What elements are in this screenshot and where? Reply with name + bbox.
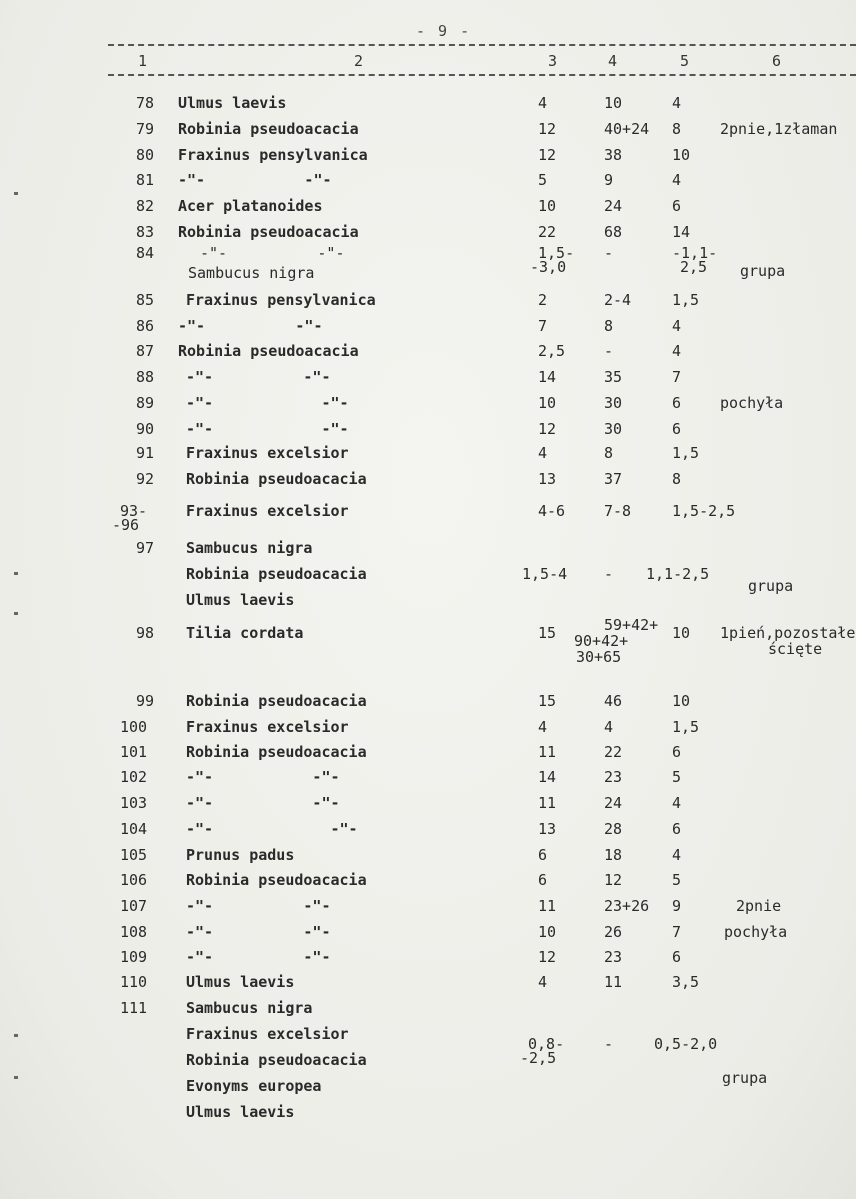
height-value: 1,5- xyxy=(538,244,575,262)
species-name: Robinia pseudoacacia xyxy=(178,342,359,360)
species-name: -"- -"- xyxy=(186,368,331,386)
col-header-1: 1 xyxy=(138,52,148,70)
row-number: 99 xyxy=(136,692,155,710)
remarks: pochyła xyxy=(724,923,788,941)
height-value: 10 xyxy=(538,197,557,215)
remarks: grupa xyxy=(748,577,794,595)
crown-value: 1,5-2,5 xyxy=(672,502,736,520)
height-value-cont: -2,5 xyxy=(520,1049,557,1067)
crown-value: 4 xyxy=(672,94,682,112)
species-name: Fraxinus excelsior xyxy=(186,444,349,462)
height-value: 7 xyxy=(538,317,548,335)
col-header-6: 6 xyxy=(772,52,782,70)
row-number: 103 xyxy=(120,794,148,812)
diameter-value: 9 xyxy=(604,171,614,189)
remarks: grupa xyxy=(722,1069,768,1087)
crown-value: 4 xyxy=(672,342,682,360)
row-number: 101 xyxy=(120,743,148,761)
row-number: 104 xyxy=(120,820,148,838)
crown-value: 6 xyxy=(672,394,682,412)
height-value: 11 xyxy=(538,794,557,812)
diameter-value: 2-4 xyxy=(604,291,632,309)
diameter-value: 8 xyxy=(604,444,614,462)
row-number: 107 xyxy=(120,897,148,915)
crown-value: 6 xyxy=(672,948,682,966)
species-name: -"- -"- xyxy=(186,394,349,412)
crown-value: 6 xyxy=(672,820,682,838)
remarks: grupa xyxy=(740,262,786,280)
species-name: Ulmus laevis xyxy=(186,1103,295,1121)
species-name: Ulmus laevis xyxy=(186,591,295,609)
crown-value: 3,5 xyxy=(672,973,700,991)
height-value: 13 xyxy=(538,470,557,488)
margin-mark xyxy=(14,1034,18,1037)
crown-value: 4 xyxy=(672,794,682,812)
diameter-value: 23+26 xyxy=(604,897,650,915)
row-number: 98 xyxy=(136,624,155,642)
height-value: 12 xyxy=(538,948,557,966)
diameter-value: 38 xyxy=(604,146,623,164)
diameter-value: 68 xyxy=(604,223,623,241)
crown-value: 10 xyxy=(672,692,691,710)
row-number: 90 xyxy=(136,420,155,438)
species-name: Robinia pseudoacacia xyxy=(178,223,359,241)
species-name: -"- -"- xyxy=(186,794,340,812)
species-name: -"- -"- xyxy=(186,948,331,966)
diameter-value: 12 xyxy=(604,871,623,889)
height-value: 0,8- xyxy=(528,1035,565,1053)
species-name: Fraxinus pensylvanica xyxy=(186,291,376,309)
crown-value: 1,5 xyxy=(672,444,700,462)
crown-value: 10 xyxy=(672,624,691,642)
crown-value: 4 xyxy=(672,171,682,189)
height-value: 4 xyxy=(538,94,548,112)
diameter-value: 59+42+ xyxy=(604,616,659,634)
col-header-4: 4 xyxy=(608,52,618,70)
diameter-value: 24 xyxy=(604,794,623,812)
crown-value: 5 xyxy=(672,768,682,786)
diameter-value: 46 xyxy=(604,692,623,710)
row-number: 89 xyxy=(136,394,155,412)
height-value: 4-6 xyxy=(538,502,566,520)
row-number: 79 xyxy=(136,120,155,138)
diameter-value: - xyxy=(604,1035,614,1053)
crown-value: 8 xyxy=(672,120,682,138)
height-value: 22 xyxy=(538,223,557,241)
crown-value-cont: 2,5 xyxy=(680,258,708,276)
species-name: -"- -"- xyxy=(186,923,331,941)
height-value: 10 xyxy=(538,394,557,412)
diameter-value: 37 xyxy=(604,470,623,488)
diameter-value: 10 xyxy=(604,94,623,112)
height-value: 14 xyxy=(538,768,557,786)
row-number: 83 xyxy=(136,223,155,241)
margin-mark xyxy=(14,572,18,575)
row-number: 84 xyxy=(136,244,155,262)
height-value: 14 xyxy=(538,368,557,386)
row-number: 88 xyxy=(136,368,155,386)
height-value: 4 xyxy=(538,718,548,736)
height-value-cont: -3,0 xyxy=(530,258,567,276)
height-value: 12 xyxy=(538,420,557,438)
species-name: Ulmus laevis xyxy=(178,94,287,112)
remarks: 2pnie,1złaman xyxy=(720,120,838,138)
row-number: 92 xyxy=(136,470,155,488)
row-number: 93- xyxy=(120,502,148,520)
crown-value: 4 xyxy=(672,846,682,864)
col-header-3: 3 xyxy=(548,52,558,70)
crown-value: 9 xyxy=(672,897,682,915)
diameter-value: 11 xyxy=(604,973,623,991)
height-value: 15 xyxy=(538,624,557,642)
crown-value: -1,1- xyxy=(672,244,718,262)
species-name: Robinia pseudoacacia xyxy=(186,1051,367,1069)
diameter-value: - xyxy=(604,244,614,262)
species-name: Fraxinus excelsior xyxy=(186,502,349,520)
remarks: 2pnie xyxy=(736,897,782,915)
species-name: Evonyms europea xyxy=(186,1077,322,1095)
row-number: 111 xyxy=(120,999,148,1017)
species-name: Acer platanoides xyxy=(178,197,323,215)
species-name: -"- -"- xyxy=(186,420,349,438)
diameter-value: 7-8 xyxy=(604,502,632,520)
height-value: 11 xyxy=(538,897,557,915)
crown-value: 5 xyxy=(672,871,682,889)
species-name: -"- -"- xyxy=(178,171,332,189)
height-value: 4 xyxy=(538,444,548,462)
crown-value: 6 xyxy=(672,420,682,438)
crown-value: 6 xyxy=(672,197,682,215)
crown-value: 10 xyxy=(672,146,691,164)
row-number: 102 xyxy=(120,768,148,786)
diameter-value: 8 xyxy=(604,317,614,335)
diameter-value: 30 xyxy=(604,394,623,412)
height-value: 2,5 xyxy=(538,342,566,360)
crown-value: 4 xyxy=(672,317,682,335)
species-name: Robinia pseudoacacia xyxy=(178,120,359,138)
crown-value: 1,5 xyxy=(672,291,700,309)
species-name: Ulmus laevis xyxy=(186,973,295,991)
height-value: 6 xyxy=(538,871,548,889)
header-rule-top xyxy=(108,44,856,46)
species-name: Tilia cordata xyxy=(186,624,304,642)
row-number: 110 xyxy=(120,973,148,991)
crown-value: 8 xyxy=(672,470,682,488)
height-value: 12 xyxy=(538,146,557,164)
crown-value: 1,1-2,5 xyxy=(646,565,710,583)
row-number: 91 xyxy=(136,444,155,462)
diameter-value: 23 xyxy=(604,768,623,786)
diameter-value: 22 xyxy=(604,743,623,761)
remarks-cont: ścięte xyxy=(768,640,823,658)
species-name: Sambucus nigra xyxy=(188,264,315,282)
height-value: 12 xyxy=(538,120,557,138)
species-name: Robinia pseudoacacia xyxy=(186,743,367,761)
row-number: 105 xyxy=(120,846,148,864)
header-rule-bottom xyxy=(108,74,856,76)
row-number: 78 xyxy=(136,94,155,112)
row-number: 80 xyxy=(136,146,155,164)
height-value: 15 xyxy=(538,692,557,710)
row-number: 108 xyxy=(120,923,148,941)
height-value: 6 xyxy=(538,846,548,864)
page-number: - 9 - xyxy=(416,22,472,40)
row-number: 85 xyxy=(136,291,155,309)
col-header-2: 2 xyxy=(354,52,364,70)
crown-value: 7 xyxy=(672,923,682,941)
height-value: 11 xyxy=(538,743,557,761)
species-name: Sambucus nigra xyxy=(186,539,313,557)
col-header-5: 5 xyxy=(680,52,690,70)
species-name: -"- -"- xyxy=(186,897,331,915)
diameter-value-cont: 30+65 xyxy=(576,648,622,666)
crown-value: 0,5-2,0 xyxy=(654,1035,718,1053)
species-name: Fraxinus pensylvanica xyxy=(178,146,368,164)
species-name: Fraxinus excelsior xyxy=(186,1025,349,1043)
diameter-value: 23 xyxy=(604,948,623,966)
species-name: -"- -"- xyxy=(200,244,345,262)
crown-value: 7 xyxy=(672,368,682,386)
diameter-value: 40+24 xyxy=(604,120,650,138)
row-number: 109 xyxy=(120,948,148,966)
margin-mark xyxy=(14,192,18,195)
species-name: Robinia pseudoacacia xyxy=(186,692,367,710)
diameter-value: - xyxy=(604,565,614,583)
species-name: Robinia pseudoacacia xyxy=(186,565,367,583)
row-number: 81 xyxy=(136,171,155,189)
crown-value: 1,5 xyxy=(672,718,700,736)
height-value: 1,5-4 xyxy=(522,565,568,583)
height-value: 10 xyxy=(538,923,557,941)
height-value: 2 xyxy=(538,291,548,309)
margin-mark xyxy=(14,612,18,615)
height-value: 13 xyxy=(538,820,557,838)
diameter-value: - xyxy=(604,342,614,360)
remarks: 1pień,pozostałe xyxy=(720,624,856,642)
diameter-value: 4 xyxy=(604,718,614,736)
diameter-value-cont: 90+42+ xyxy=(574,632,629,650)
diameter-value: 26 xyxy=(604,923,623,941)
row-number: 100 xyxy=(120,718,148,736)
species-name: Robinia pseudoacacia xyxy=(186,871,367,889)
diameter-value: 28 xyxy=(604,820,623,838)
row-number: 106 xyxy=(120,871,148,889)
species-name: Robinia pseudoacacia xyxy=(186,470,367,488)
row-number: 86 xyxy=(136,317,155,335)
row-number-cont: -96 xyxy=(112,516,140,534)
diameter-value: 24 xyxy=(604,197,623,215)
diameter-value: 30 xyxy=(604,420,623,438)
species-name: Sambucus nigra xyxy=(186,999,313,1017)
diameter-value: 35 xyxy=(604,368,623,386)
row-number: 97 xyxy=(136,539,155,557)
remarks: pochyła xyxy=(720,394,784,412)
species-name: Prunus padus xyxy=(186,846,295,864)
crown-value: 14 xyxy=(672,223,691,241)
species-name: -"- -"- xyxy=(186,820,358,838)
height-value: 4 xyxy=(538,973,548,991)
species-name: Fraxinus excelsior xyxy=(186,718,349,736)
row-number: 87 xyxy=(136,342,155,360)
height-value: 5 xyxy=(538,171,548,189)
row-number: 82 xyxy=(136,197,155,215)
diameter-value: 18 xyxy=(604,846,623,864)
species-name: -"- -"- xyxy=(178,317,323,335)
species-name: -"- -"- xyxy=(186,768,340,786)
crown-value: 6 xyxy=(672,743,682,761)
margin-mark xyxy=(14,1076,18,1079)
